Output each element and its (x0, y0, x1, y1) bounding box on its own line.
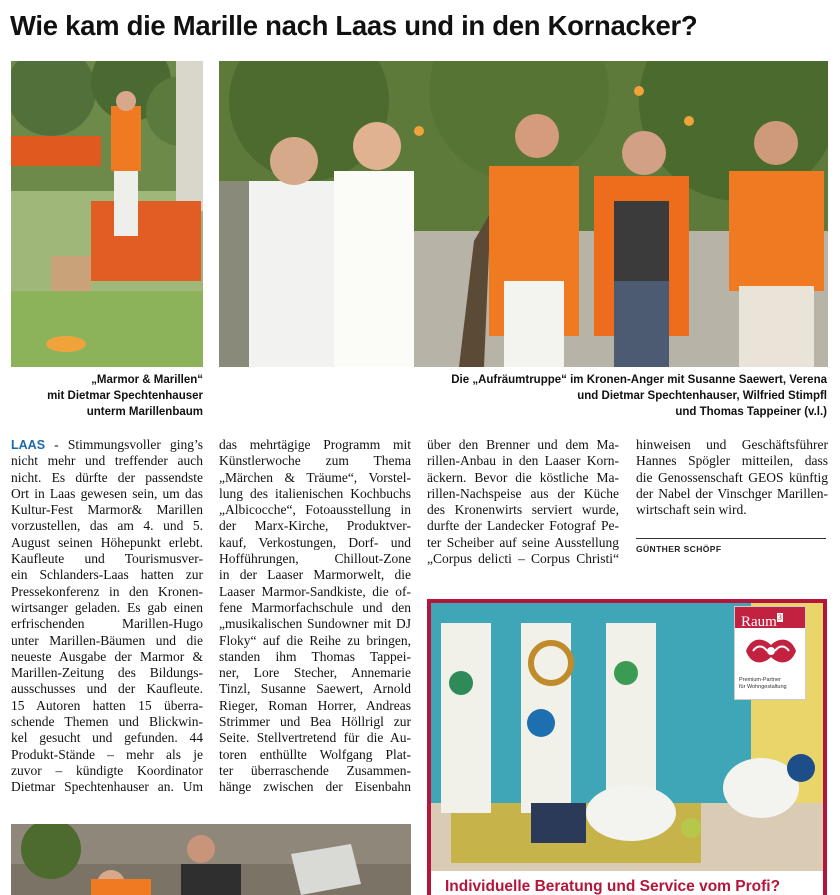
caption-right (380, 372, 827, 420)
photo-marmor-marillen (11, 61, 203, 367)
caption-right-line: Die „Aufräumtruppe“ im Kronen-Anger mit Susanne Saewert, Verena (451, 374, 827, 386)
article-line: der Marx-Kirche, Produktver- (219, 518, 411, 534)
article-line: Pressekonferenz in den Kronen- (11, 583, 203, 599)
article-line: hinweisen und Geschäftsführer (636, 437, 828, 452)
advertisement-raum3[interactable] (427, 599, 827, 895)
article-line: LAAS - Stimmungsvoller ging’s (11, 437, 203, 452)
article-line: Floky“ auf die Reihe zu bringen, (219, 632, 411, 648)
article-line: ter Scheiber auf seine Ausstellung (427, 534, 619, 550)
article-line: August seinen Höhepunkt erlebt. (11, 534, 203, 550)
article-line: „musikalischen Sundowner mit DJ (219, 616, 411, 632)
article-line: standen ihm Thomas Tappei- (219, 648, 411, 664)
ad-headline: Individuelle Beratung und Service vom Profi? (431, 871, 823, 895)
caption-right-line: und Thomas Tappeiner (v.l.) (675, 406, 827, 418)
logo-superscript: 3 (777, 613, 782, 622)
article-line: das mehrtägige Programm mit (219, 437, 411, 452)
article-line: ter überraschende Zusammen- (219, 762, 411, 778)
article-line: ausschusses und der Kaufleute. (11, 681, 203, 697)
article-line: „Märchen & Träume“, Vorstel- (219, 469, 411, 485)
article-line: nicht. Es dürfte der passendste (11, 469, 203, 485)
article-column-2 (219, 437, 411, 796)
logo-tagline: Premium-Partner für Wohngestaltung (739, 677, 787, 690)
article-line: über den Brenner und dem Ma- (427, 437, 619, 452)
caption-left-line: „Marmor & Marillen“ (91, 374, 203, 386)
caption-right-line: und Dietmar Spechtenhauser, Wilfried Stimpfl (577, 390, 827, 402)
caption-left-line: unterm Marillenbaum (86, 406, 203, 418)
photo-aufraeumtruppe (219, 61, 828, 367)
article-line: unter Marillen-Bäumen und die (11, 632, 203, 648)
article-column-4 (636, 437, 828, 518)
article-line: kel gesucht und gefunden. 44 (11, 730, 203, 746)
article-line: Ort in Laas gewesen sein, um das (11, 485, 203, 501)
article-line: äckern. Bevor die köstliche Ma- (427, 469, 619, 485)
article-line: Seite. Stellvertretend für die Au- (219, 730, 411, 746)
article-line: 15 Autoren hatten 15 überra- (11, 697, 203, 713)
article-line: wirtschaft sein wird. (636, 502, 747, 518)
dateline: LAAS (11, 438, 46, 452)
raum3-logo (734, 606, 806, 700)
article-line: Kaufleute und Tourismusver- (11, 551, 203, 567)
article-line: Rieger, Roman Horrer, Andreas (219, 697, 411, 713)
article-line: zuvor – kündigte Koordinator (11, 762, 203, 778)
article-line: die Genossenschaft GEOS künftig (636, 469, 828, 485)
article-line: Tinzl, Susanne Saewert, Arnold (219, 681, 411, 697)
article-line: hänge zwischen der Eisenbahn (219, 779, 411, 795)
article-line: rillen-Anbau in den Laaser Korn- (427, 453, 619, 469)
article-line: Strimmer und Bea Höllrigl zur (219, 714, 411, 730)
article-line: „Corpus delicti – Corpus Christi“ (427, 551, 619, 567)
photo-bottom-left (11, 824, 411, 895)
article-line: lung des italienischen Kochbuchs (219, 485, 411, 501)
article-line: ner, Lore Stecher, Annemarie (219, 665, 411, 681)
article-line: toren enthüllte Wolfgang Plat- (219, 746, 411, 762)
caption-left-line: mit Dietmar Spechtenhauser (47, 390, 203, 402)
article-line: „Albicocche“, Fotoausstellung in (219, 502, 411, 518)
article-line: kauf, Verkostungen, Dorf- und (219, 534, 411, 550)
article-line: Laaser Marmor-Sandkiste, die of- (219, 583, 411, 599)
article-line: vorzustellen, das am 4. und 5. (11, 518, 203, 534)
article-line: wirtsanger geladen. Es gab einen (11, 599, 203, 615)
article-line: Produkt-Stände – mehr als je (11, 746, 203, 762)
article-line: erfrischenden Marillen-Hugo (11, 616, 203, 632)
article-line: des Kronenwirts serviert wurde, (427, 502, 619, 518)
article-line: rillen-Nachspeise aus der Küche (427, 485, 619, 501)
article-line: fene Marmorfachschule und den (219, 599, 411, 615)
ornament-icon (741, 633, 801, 669)
article-column-1 (11, 437, 203, 796)
article-line: Hofführungen, Chillout-Zone (219, 551, 411, 567)
article-line: ein Schlanders-Laas hatten zur (11, 567, 203, 583)
article-line: in der Laaser Marmorwelt, die (219, 567, 411, 583)
article-line: der Nabel der Vinschger Marillen- (636, 485, 828, 501)
article-line: nicht mehr und treffender auch (11, 453, 203, 469)
logo-brand: Raum (741, 614, 777, 630)
article-line: neueste Ausgabe der Marmor & (11, 648, 203, 664)
article-line: Dietmar Spechtenhauser an. Um (11, 779, 203, 795)
article-column-3 (427, 437, 619, 567)
article-line: durfte der Landecker Fotograf Pe- (427, 518, 619, 534)
article-line: Marillen-Zeitung des Bildungs- (11, 665, 203, 681)
caption-left (11, 372, 203, 420)
author-byline: GÜNTHER SCHÖPF (636, 538, 826, 554)
article-line: Hannes Spögler mitteilen, dass (636, 453, 828, 469)
headline: Wie kam die Marille nach Laas und in den Kornacker? (10, 10, 698, 41)
article-line: Kultur-Fest Marmor& Marillen (11, 502, 203, 518)
article-line: schende Themen und Blickwin- (11, 714, 203, 730)
article-line: Künstlerwoche zum Thema (219, 453, 411, 469)
